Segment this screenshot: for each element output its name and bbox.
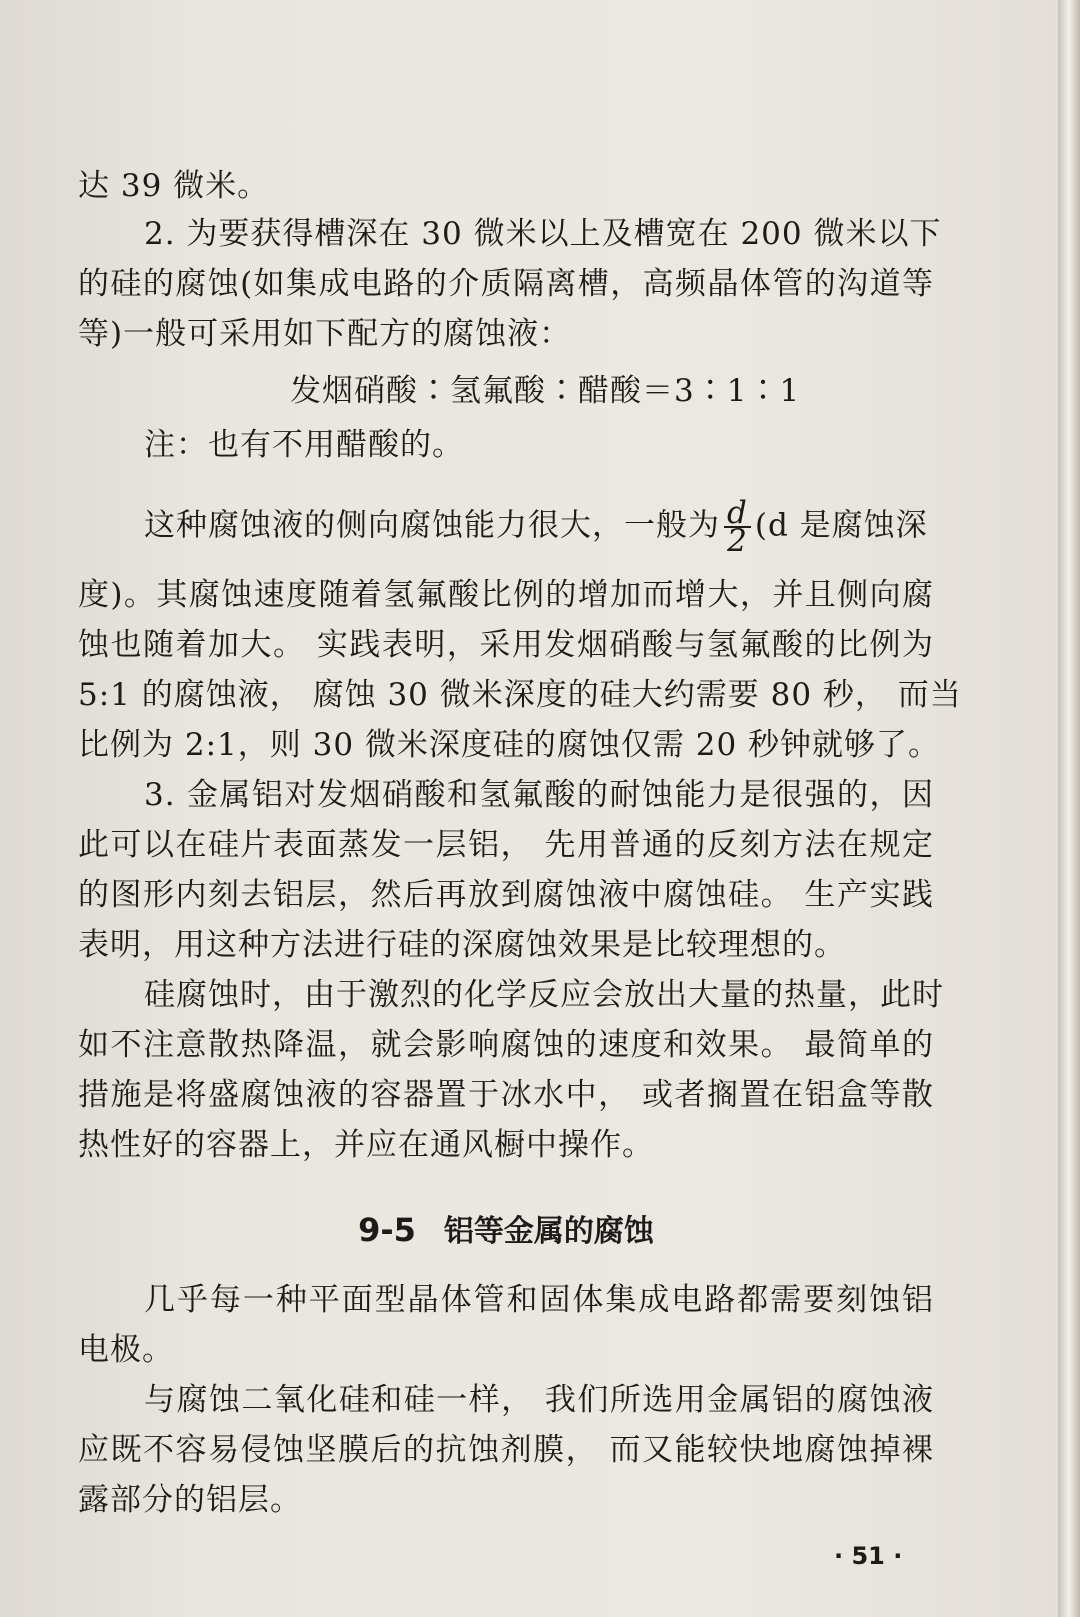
text-line: 蚀也随着加大。 实践表明，采用发烟硝酸与氢氟酸的比例为 xyxy=(78,627,934,663)
text-line: 露部分的铝层。 xyxy=(78,1482,302,1518)
section-heading xyxy=(78,1210,934,1252)
note: 注：也有不用醋酸的。 xyxy=(144,427,464,463)
text-line: 表明，用这种方法进行硅的深腐蚀效果是比较理想的。 xyxy=(78,927,846,963)
text-line: 此可以在硅片表面蒸发一层铝， 先用普通的反刻方法在规定 xyxy=(78,827,934,863)
text-segment: (d 是腐蚀深 xyxy=(754,507,928,544)
text-line: 如不注意散热降温，就会影响腐蚀的速度和效果。 最简单的 xyxy=(78,1027,934,1063)
text-line: 几乎每一种平面型晶体管和固体集成电路都需要刻蚀铝 xyxy=(144,1282,934,1318)
text-line: 达 39 微米。 xyxy=(78,168,270,204)
text-line: 等)一般可采用如下配方的腐蚀液： xyxy=(78,316,572,352)
text-line: 的图形内刻去铝层，然后再放到腐蚀液中腐蚀硅。 生产实践 xyxy=(78,877,934,913)
text-line: 2. 为要获得槽深在 30 微米以上及槽宽在 200 微米以下 xyxy=(144,216,942,252)
text-line: 热性好的容器上，并应在通风橱中操作。 xyxy=(78,1127,654,1163)
book-spine xyxy=(1058,0,1080,1617)
text-line: 电极。 xyxy=(78,1332,174,1368)
text-line: 5:1 的腐蚀液， 腐蚀 30 微米深度的硅大约需要 80 秒， 而当 xyxy=(78,677,962,713)
text-line-with-fraction xyxy=(78,495,934,559)
section-title: 铝等金属的腐蚀 xyxy=(443,1214,654,1249)
text-line: 3. 金属铝对发烟硝酸和氢氟酸的耐蚀能力是很强的，因 xyxy=(144,777,934,813)
text-line: 硅腐蚀时，由于激烈的化学反应会放出大量的热量，此时 xyxy=(144,977,944,1013)
text-line: 比例为 2:1，则 30 微米深度硅的腐蚀仅需 20 秒钟就够了。 xyxy=(78,727,941,763)
text-line: 措施是将盛腐蚀液的容器置于冰水中， 或者搁置在铝盒等散 xyxy=(78,1077,934,1113)
fraction xyxy=(724,495,751,559)
text-line: 应既不容易侵蚀坚膜后的抗蚀剂膜， 而又能较快地腐蚀掉裸 xyxy=(78,1432,934,1468)
fraction-denominator: 2 xyxy=(727,523,748,559)
section-number: 9-5 xyxy=(358,1211,416,1249)
text-segment: 这种腐蚀液的侧向腐蚀能力很大，一般为 xyxy=(144,507,720,544)
text-line: 度)。其腐蚀速度随着氢氟酸比例的增加而增大，并且侧向腐 xyxy=(78,577,934,613)
formula: 发烟硝酸∶氢氟酸∶醋酸＝3∶1∶1 xyxy=(290,373,801,409)
page-number: · 51 · xyxy=(834,1542,903,1570)
text-line: 与腐蚀二氧化硅和硅一样， 我们所选用金属铝的腐蚀液 xyxy=(144,1382,934,1418)
fraction-numerator: d xyxy=(724,500,751,528)
text-line: 的硅的腐蚀(如集成电路的介质隔离槽，高频晶体管的沟道等 xyxy=(78,266,934,302)
